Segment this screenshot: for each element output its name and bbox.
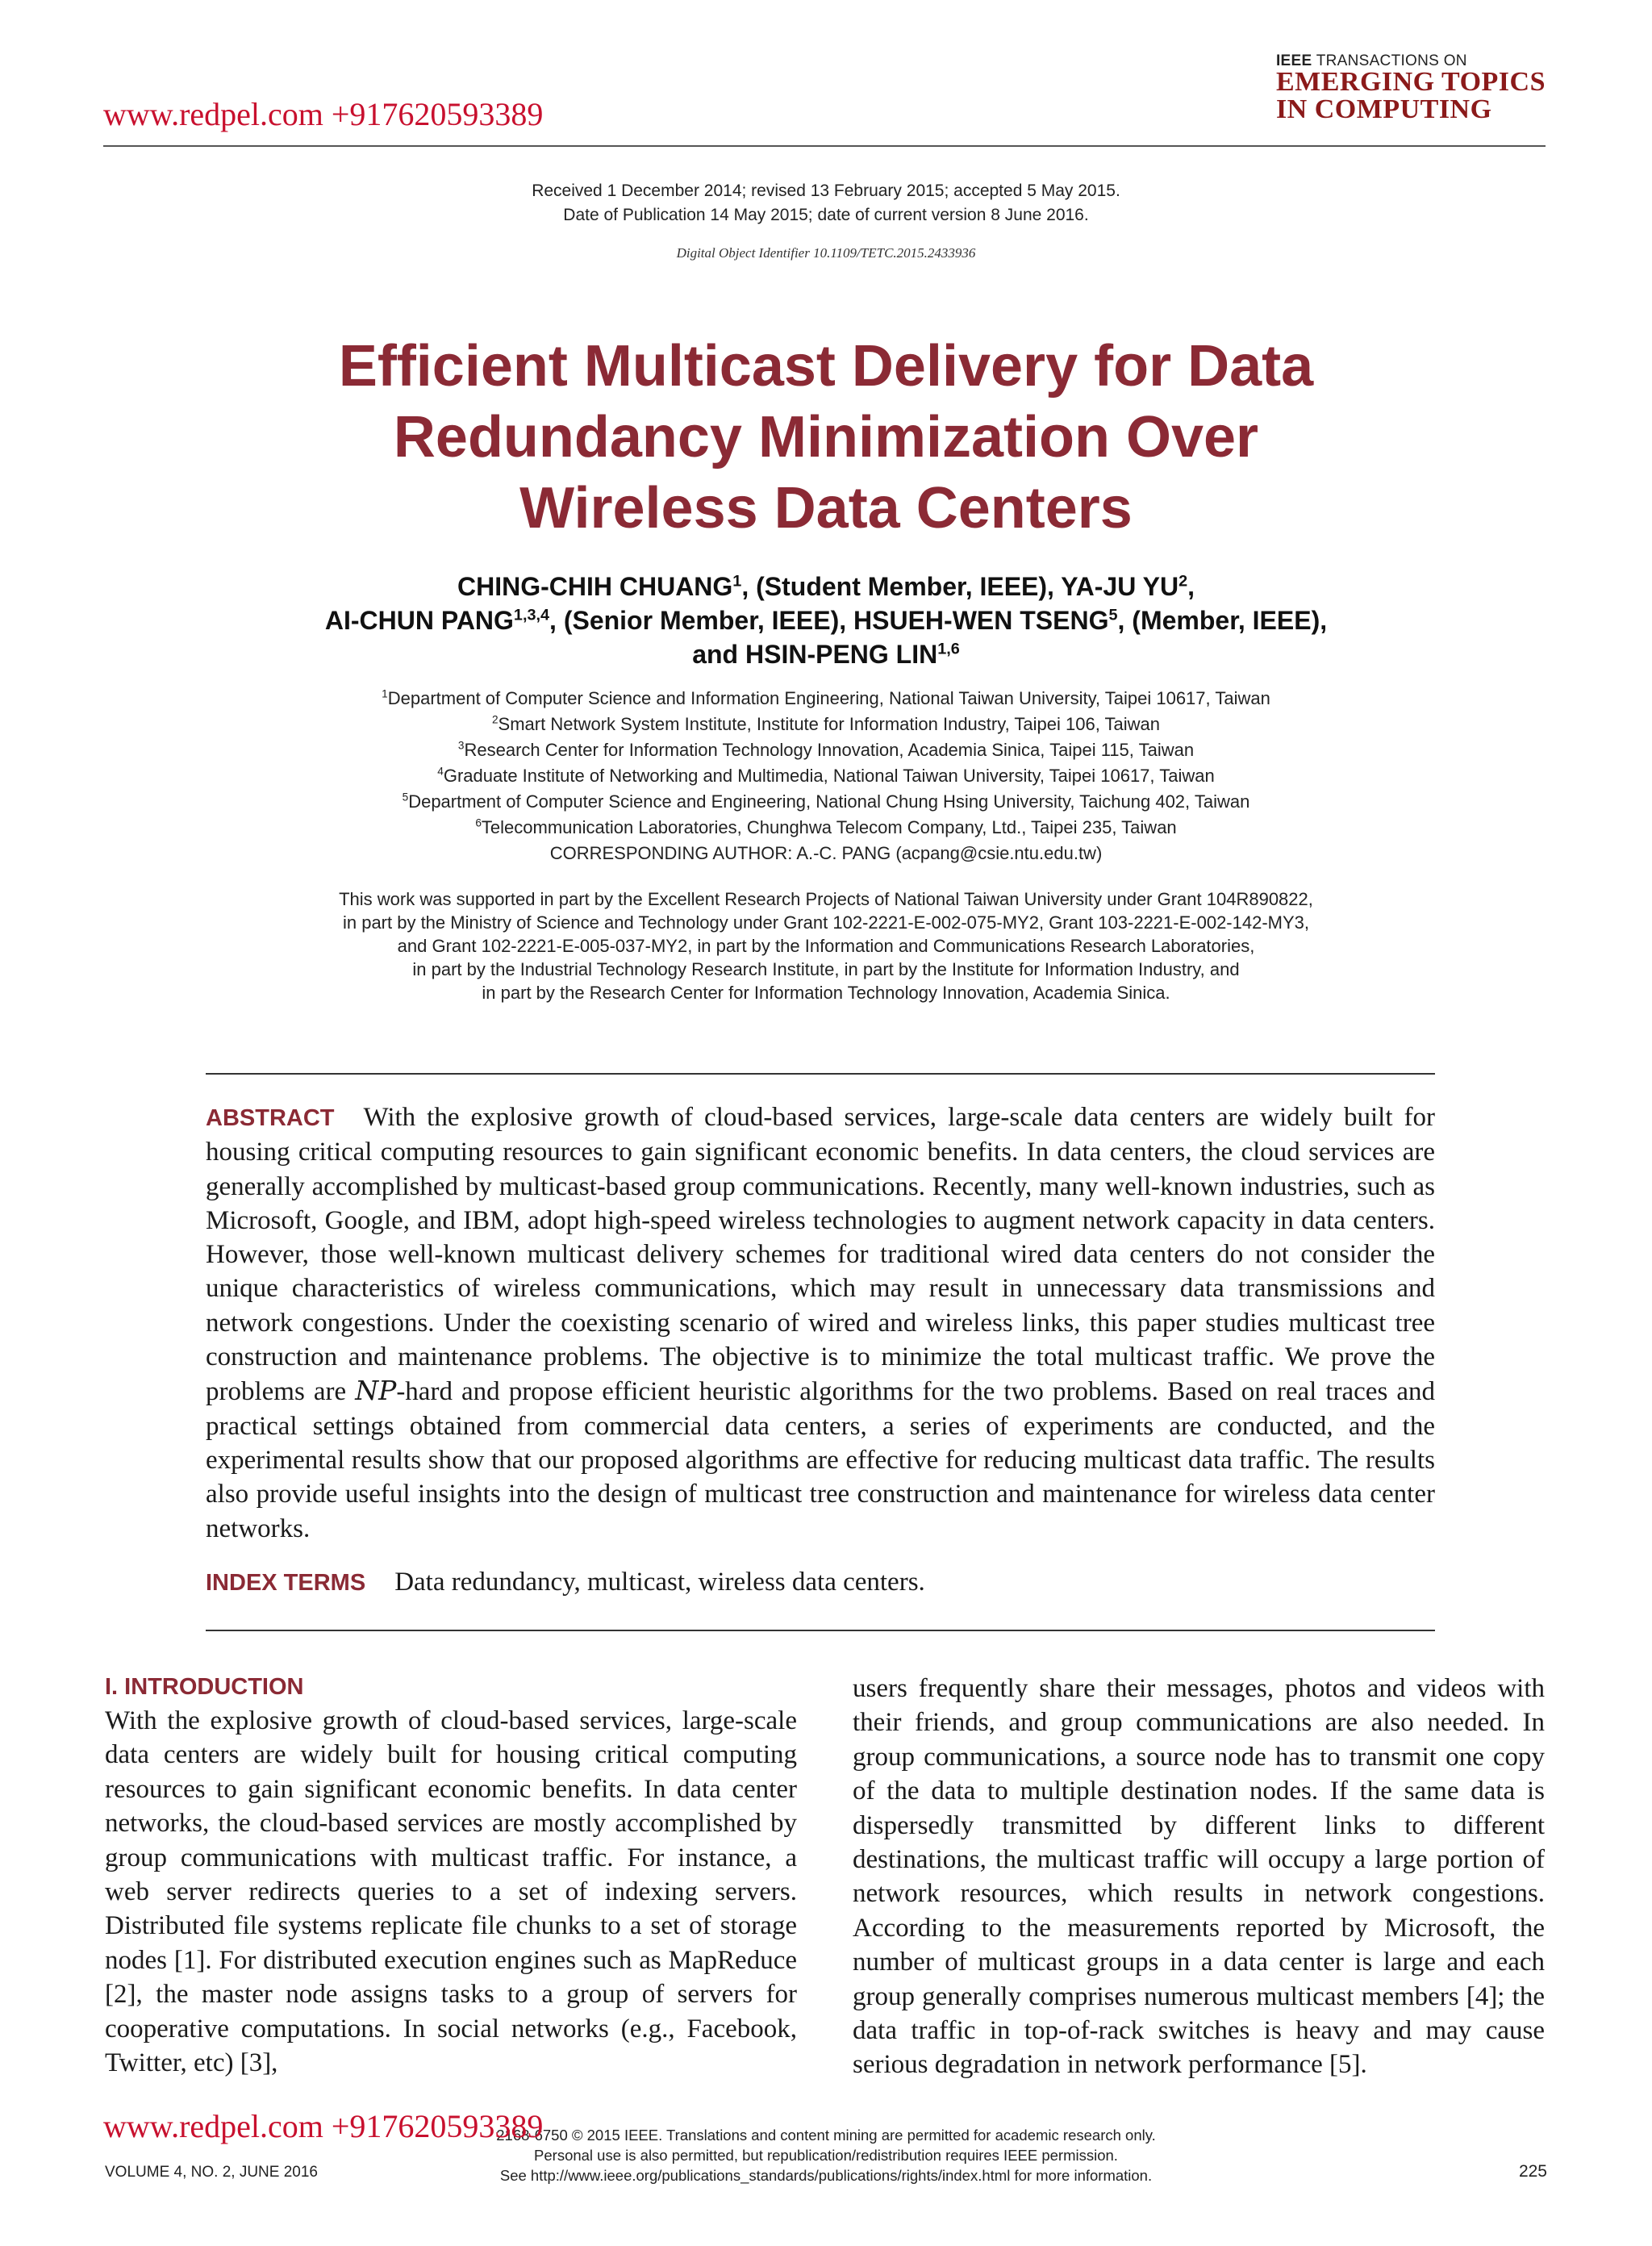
abstract-text-cont: -hard and propose efficient heuristic algorithms for the two problems. Based on real traces and practical settings obtained from commercial data centers, a series of experiments are conducted, and the experimental results show that our proposed algorithms are effective for reducing multicast data traffic. The results also provide useful insights into the design of multicast tree construction and maintenance for wireless data center networks. [206, 1377, 1435, 1543]
affiliation: $^5$Department of Computer Science and Engineering, National Chung Hsing University, Taichung 402, Taiwan [402, 791, 1250, 812]
funding-line: This work was supported in part by the Excellent Research Projects of National Taiwan University under Grant 104R890822, [339, 889, 1313, 909]
funding-line: and Grant 102-2221-E-005-037-MY2, in part by the Information and Communications Research Laboratories, [397, 936, 1255, 956]
section-heading: I. INTRODUCTION [105, 1674, 304, 1700]
publication-dates [0, 179, 1652, 228]
journal-line1: IEEE TRANSACTIONS ON [1275, 52, 1467, 69]
affiliation: $^1$Department of Computer Science and Information Engineering, National Taiwan University, Taipei 10617, Taiwan [382, 687, 1270, 708]
affiliations [0, 686, 1652, 866]
journal-line3: IN COMPUTING [1275, 94, 1492, 124]
received-dates: Received 1 December 2014; revised 13 February 2015; accepted 5 May 2015. [532, 182, 1120, 200]
page-number: 225 [1518, 2162, 1547, 2181]
funding-line: in part by the Research Center for Information Technology Innovation, Academia Sinica. [482, 983, 1170, 1003]
journal-masthead [1276, 53, 1546, 123]
watermark-bottom: www.redpel.com +917620593389 [103, 2108, 544, 2144]
title-line-3: Wireless Data Centers [519, 476, 1133, 541]
affiliation: $^6$Telecommunication Laboratories, Chunghwa Telecom Company, Ltd., Taipei 235, Taiwan [475, 816, 1177, 837]
intro-paragraph-left: With the explosive growth of cloud-based services, large-scale data centers are widely built for housing critical computing resources to gain significant economic benefits. In data center networks, the cloud-based services are mostly accomplished by group communications with multicast traffic. For instance, a web server redirects queries to a set of indexing servers. Distributed file systems replicate file chunks to a set of storage nodes [1]. For distributed execution engines such as MapReduce [2], the master node assigns tasks to a group of servers for cooperative computations. In social networks (e.g., Facebook, Twitter, etc) [3], [105, 1706, 797, 2078]
copyright-line: 2168-6750 © 2015 IEEE. Translations and content mining are permitted for academic research only. [496, 2127, 1156, 2144]
abstract-text: With the explosive growth of cloud-based services, large-scale data centers are widely built for housing critical computing resources to gain significant economic benefits. In data centers, the cloud services are generally accomplished by multicast-based group communications. Recently, many well-known industries, such as Microsoft, Google, and IBM, adopt high-speed wireless technologies to augment network capacity in data centers. However, those well-known multicast delivery schemes for traditional wired data centers do not consider the unique characteristics of wireless communications, which may result in unnecessary data transmissions and network congestions. Under the coexisting scenario of wired and wireless links, this paper studies multicast tree construction and maintenance problems. The objective is to minimize the total multicast traffic. We prove the problems are [206, 1103, 1435, 1407]
intro-left-column [105, 1670, 797, 2080]
abstract-label: ABSTRACT [206, 1105, 335, 1131]
affiliation: $^3$Research Center for Information Technology Innovation, Academia Sinica, Taipei 115, Taiwan [457, 739, 1195, 760]
funding-line: in part by the Ministry of Science and Technology under Grant 102-2221-E-002-075-MY2, Grant 103-2221-E-002-142-MY3, [342, 912, 1310, 933]
author-line-1: CHING-CHIH CHUANG$^1$, (Student Member, IEEE), YA-JU $YU^2$, [457, 572, 1195, 601]
abstract [206, 1100, 1435, 1546]
watermark-top: www.redpel.com +917620593389 [103, 96, 544, 132]
title-line-2: Redundancy Minimization Over [393, 405, 1259, 470]
paper-title [0, 331, 1652, 544]
corresponding-author: CORRESPONDING AUTHOR: A.-C. PANG (acpang@csie.ntu.edu.tw) [549, 843, 1103, 863]
journal-line2: EMERGING TOPICS [1275, 67, 1546, 97]
index-terms [206, 1565, 1435, 1600]
copyright-line: See http://www.ieee.org/publications_standards/publications/rights/index.html for more information. [499, 2167, 1153, 2184]
affiliation: $^2$Smart Network System Institute, Institute for Information Industry, Taipei 106, Taiwan [491, 713, 1161, 734]
header-rule [103, 145, 1546, 147]
intro-paragraph-right: users frequently share their messages, photos and videos with their friends, and group communications are also needed. In group communications, a source node has to transmit one copy of the data to multiple destination nodes. If the same data is dispersedly transmitted by different links to different destinations, the multicast traffic will occupy a large portion of network resources, which results in network congestions. According to the measurements reported by Microsoft, the number of multicast groups in a data center is large and each group generally comprises numerous multicast members [4]; the data traffic in top-of-rack switches is heavy and may cause serious degradation in network performance [5]. [853, 1674, 1545, 2080]
title-line-1: Efficient Multicast Delivery for Data [338, 334, 1314, 399]
doi: Digital Object Identifier 10.1109/TETC.2015.2433936 [676, 245, 976, 261]
index-terms-label: INDEX TERMS [206, 1570, 366, 1596]
copyright-line: Personal use is also permitted, but republication/redistribution requires IEEE permission. [534, 2147, 1118, 2164]
publication-date: Date of Publication 14 May 2015; date of current version 8 June 2016. [563, 206, 1089, 224]
funding-note [0, 887, 1652, 1004]
intro-right-column [853, 1672, 1545, 2082]
affiliation: $^4$Graduate Institute of Networking and Multimedia, National Taiwan University, Taipei 10617, Taiwan [437, 765, 1215, 786]
author-list [0, 570, 1652, 671]
author-line-3: and HSIN-PENG LIN$^{1,6}$ [692, 640, 960, 669]
volume-info: VOLUME 4, NO. 2, JUNE 2016 [105, 2164, 318, 2181]
abstract-top-rule [206, 1073, 1435, 1075]
author-line-2: AI-CHUN PANG$^{1,3,4}$, (Senior Member, IEEE), HSUEH-WEN TSENG$^5$, (Member, IEEE), [324, 606, 1328, 635]
np-symbol: NP [355, 1375, 397, 1407]
abstract-bottom-rule [206, 1630, 1435, 1631]
index-terms-text: Data redundancy, multicast, wireless data centers. [394, 1568, 925, 1597]
funding-line: in part by the Industrial Technology Research Institute, in part by the Institute for Information Industry, and [412, 959, 1240, 979]
